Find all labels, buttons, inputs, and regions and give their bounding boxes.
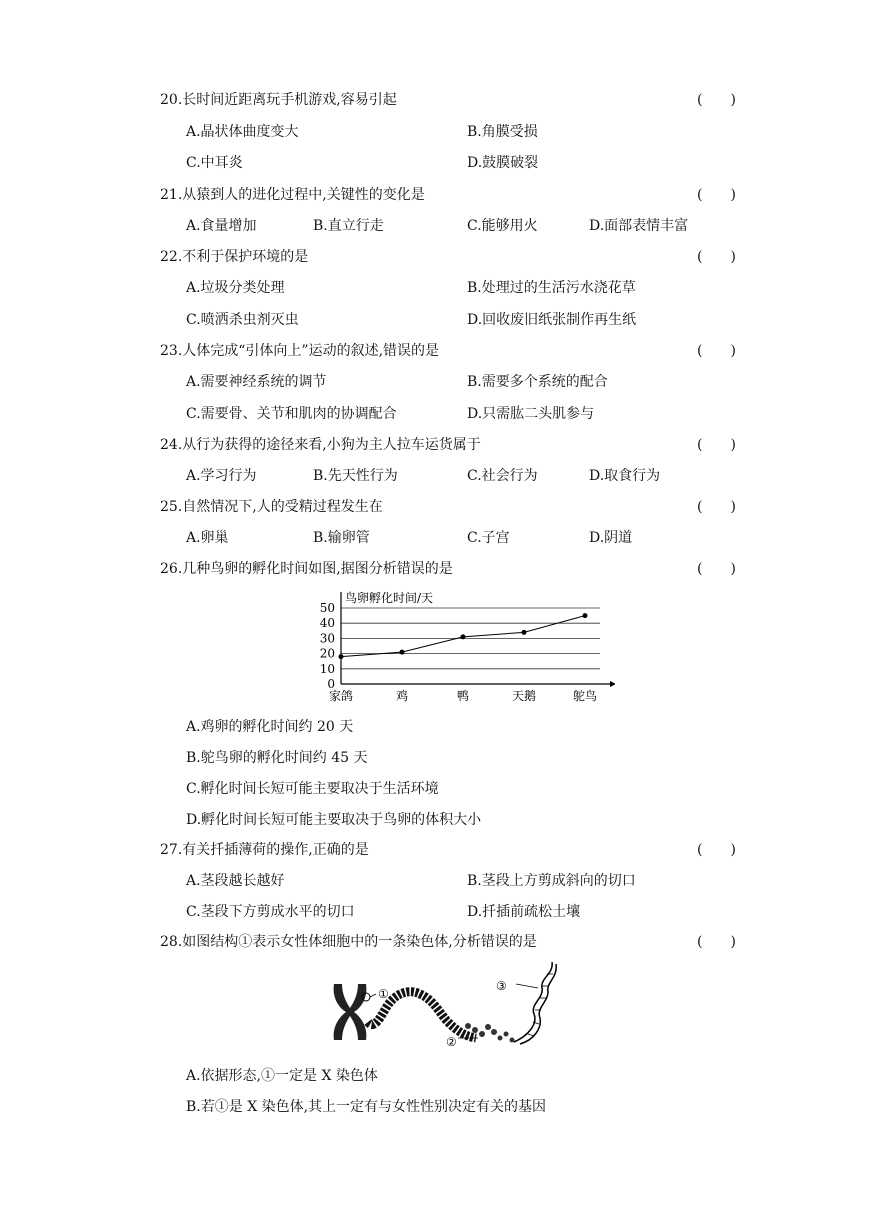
q21-option-c[interactable]: C.能够用火 [467, 218, 538, 234]
x-tick-label: 鸭 [456, 689, 470, 703]
q21-option-a[interactable]: A.食量增加 [186, 218, 257, 234]
q26-option-d[interactable]: D.孵化时间长短可能主要取决于鸟卵的体积大小 [186, 812, 482, 828]
answer-blank-21[interactable]: ( ) [697, 187, 736, 203]
question-22-stem: 22.不利于保护环境的是 [160, 249, 309, 265]
dna-strand-2 [520, 964, 556, 1044]
chart-xticks [329, 688, 597, 703]
x-axis-arrow [610, 681, 615, 687]
dna-strand-1 [514, 962, 552, 1042]
question-23-stem: 23.人体完成“引体向上”运动的叙述,错误的是 [160, 343, 440, 359]
q25-option-c[interactable]: C.子宫 [467, 530, 510, 546]
y-tick-label: 0 [327, 677, 335, 691]
question-28-stem: 28.如图结构①表示女性体细胞中的一条染色体,分析错误的是 [160, 934, 537, 950]
q22-option-c[interactable]: C.喷洒杀虫剂灭虫 [186, 312, 299, 328]
q21-option-d[interactable]: D.面部表情丰富 [589, 218, 689, 234]
answer-blank-26[interactable]: ( ) [697, 561, 736, 577]
y-tick-label: 30 [319, 631, 335, 646]
question-27-stem: 27.有关扦插薄荷的操作,正确的是 [160, 842, 369, 858]
q25-option-b[interactable]: B.输卵管 [313, 530, 370, 546]
q22-option-d[interactable]: D.回收废旧纸张制作再生纸 [467, 312, 637, 328]
answer-blank-22[interactable]: ( ) [697, 249, 736, 265]
q23-option-c[interactable]: C.需要骨、关节和肌肉的协调配合 [186, 406, 397, 422]
q24-option-c[interactable]: C.社会行为 [467, 468, 538, 484]
hatching-time-chart [315, 586, 615, 708]
chart-grid [341, 608, 600, 669]
q25-option-d[interactable]: D.阴道 [589, 530, 633, 546]
x-tick-label: 鸵鸟 [572, 689, 598, 703]
answer-blank-27[interactable]: ( ) [697, 842, 736, 858]
data-point [522, 630, 527, 635]
q27-option-a[interactable]: A.茎段越长越好 [186, 873, 285, 889]
q22-option-a[interactable]: A.垃圾分类处理 [186, 280, 285, 296]
y-tick-label: 10 [319, 661, 335, 676]
question-26-stem: 26.几种鸟卵的孵化时间如图,据图分析错误的是 [160, 561, 453, 577]
x-tick-label: 天鹅 [511, 689, 537, 703]
q26-option-a[interactable]: A.鸡卵的孵化时间约 20 天 [186, 719, 354, 735]
answer-blank-24[interactable]: ( ) [697, 437, 736, 453]
chart-points [339, 613, 588, 659]
y-tick-label: 40 [319, 616, 335, 631]
chromosome-dna-figure [328, 952, 568, 1052]
data-point [583, 613, 588, 618]
data-point [461, 634, 466, 639]
data-point [339, 654, 344, 659]
answer-blank-28[interactable]: ( ) [697, 934, 736, 950]
answer-blank-23[interactable]: ( ) [697, 343, 736, 359]
chart-ylabel: 鸟卵孵化时间/天 [345, 591, 434, 605]
q27-option-b[interactable]: B.茎段上方剪成斜向的切口 [467, 873, 636, 889]
q22-option-b[interactable]: B.处理过的生活污水浇花草 [467, 280, 636, 296]
q20-option-d[interactable]: D.鼓膜破裂 [467, 155, 539, 171]
q24-option-b[interactable]: B.先天性行为 [313, 468, 398, 484]
q28-option-a[interactable]: A.依据形态,①一定是 X 染色体 [186, 1068, 378, 1084]
q27-option-d[interactable]: D.扦插前疏松土壤 [467, 904, 581, 920]
data-point [400, 650, 405, 655]
question-20-stem: 20.长时间近距离玩手机游戏,容易引起 [160, 92, 397, 108]
q24-option-a[interactable]: A.学习行为 [186, 468, 257, 484]
y-tick-label: 50 [319, 601, 335, 615]
answer-blank-20[interactable]: ( ) [697, 92, 736, 108]
answer-blank-25[interactable]: ( ) [697, 499, 736, 515]
x-tick-label: 鸡 [395, 689, 409, 703]
label-1: ① [378, 987, 389, 1001]
q26-option-c[interactable]: C.孵化时间长短可能主要取决于生活环境 [186, 781, 439, 797]
q28-option-b[interactable]: B.若①是 X 染色体,其上一定有与女性性别决定有关的基因 [186, 1099, 547, 1115]
question-24-stem: 24.从行为获得的途径来看,小狗为主人拉车运货属于 [160, 437, 481, 453]
q20-option-b[interactable]: B.角膜受损 [467, 124, 538, 140]
label-3: ③ [496, 979, 507, 993]
chromosome-shape [334, 984, 367, 1040]
q20-option-a[interactable]: A.晶状体曲度变大 [186, 124, 299, 140]
q25-option-a[interactable]: A.卵巢 [186, 530, 229, 546]
q26-option-b[interactable]: B.鸵鸟卵的孵化时间约 45 天 [186, 750, 368, 766]
q23-option-b[interactable]: B.需要多个系统的配合 [467, 374, 608, 390]
q20-option-c[interactable]: C.中耳炎 [186, 155, 243, 171]
label-2: ② [446, 1035, 457, 1049]
question-25-stem: 25.自然情况下,人的受精过程发生在 [160, 499, 383, 515]
q27-option-c[interactable]: C.茎段下方剪成水平的切口 [186, 904, 355, 920]
q23-option-a[interactable]: A.需要神经系统的调节 [186, 374, 327, 390]
q24-option-d[interactable]: D.取食行为 [589, 468, 661, 484]
y-tick-label: 20 [319, 646, 335, 661]
q23-option-d[interactable]: D.只需肱二头肌参与 [467, 406, 595, 422]
q21-option-b[interactable]: B.直立行走 [313, 218, 384, 234]
x-tick-label: 家鸽 [328, 689, 354, 703]
question-21-stem: 21.从猿到人的进化过程中,关键性的变化是 [160, 187, 425, 203]
chart-yticks [320, 601, 335, 691]
